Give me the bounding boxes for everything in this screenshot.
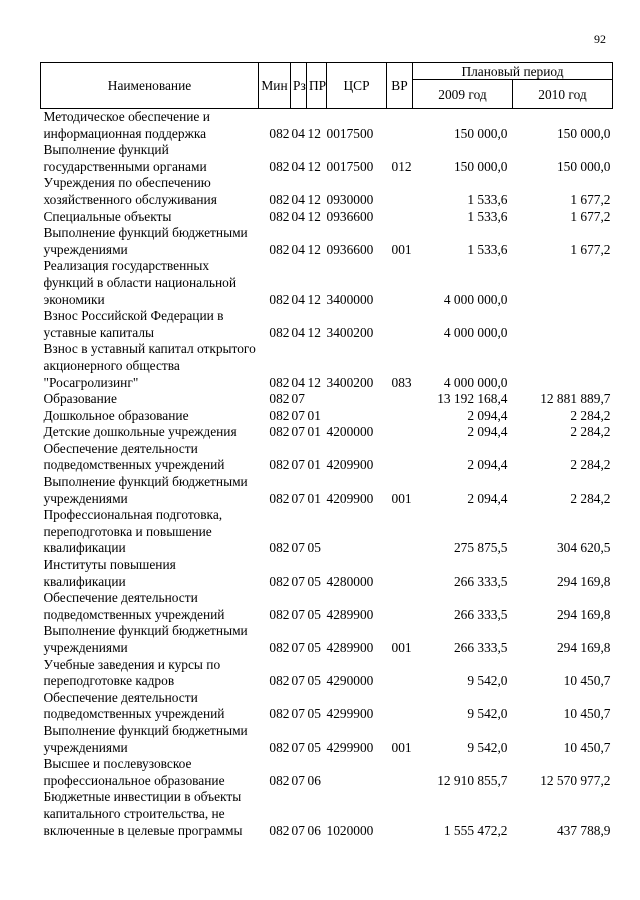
cell-pr: 01 bbox=[307, 457, 321, 473]
cell-y2009: 266 333,5 bbox=[453, 606, 508, 622]
table-row bbox=[41, 690, 613, 723]
cell-min: 082 bbox=[269, 640, 290, 655]
cell-vr: 012 bbox=[391, 158, 412, 174]
cell-y2010: 1 677,2 bbox=[570, 208, 611, 224]
cell-y2010: 294 169,8 bbox=[556, 606, 611, 622]
cell-y2010 bbox=[513, 258, 613, 308]
table-row bbox=[41, 723, 613, 756]
table-row bbox=[41, 474, 613, 507]
cell-name: Образование bbox=[43, 391, 117, 407]
cell-vr bbox=[387, 590, 413, 623]
header-plan-period: Плановый период bbox=[413, 63, 613, 80]
table-body bbox=[41, 109, 613, 840]
cell-y2010: 2 284,2 bbox=[570, 457, 611, 473]
header-name: Наименование bbox=[41, 63, 259, 109]
cell-y2010: 1 677,2 bbox=[570, 241, 611, 257]
cell-pr: 12 bbox=[307, 374, 321, 390]
cell-pr: 12 bbox=[307, 158, 321, 174]
cell-csr: 0936600 bbox=[326, 208, 374, 224]
cell-y2010: 12 881 889,7 bbox=[540, 391, 611, 407]
cell-csr: 4209900 bbox=[326, 457, 374, 473]
cell-name: Обеспечение деятельности подведомственных учреждений bbox=[43, 590, 225, 622]
cell-vr bbox=[387, 756, 413, 789]
cell-y2009: 2 094,4 bbox=[467, 407, 508, 423]
cell-name: Взнос Российской Федерации в уставные капиталы bbox=[43, 308, 224, 340]
cell-min: 082 bbox=[269, 606, 290, 622]
cell-rz: 07 bbox=[291, 706, 305, 722]
cell-csr: 4280000 bbox=[326, 573, 374, 589]
table-row bbox=[41, 408, 613, 425]
table-row bbox=[41, 789, 613, 839]
cell-min: 082 bbox=[269, 490, 290, 506]
cell-y2009: 1 533,6 bbox=[467, 208, 508, 224]
cell-pr: 05 bbox=[307, 673, 321, 689]
table-row bbox=[41, 623, 613, 656]
cell-csr: 4290000 bbox=[326, 673, 374, 689]
cell-name: Дошкольное образование bbox=[43, 407, 189, 423]
table-row bbox=[41, 557, 613, 590]
table-row bbox=[41, 391, 613, 408]
cell-y2009: 4 000 000,0 bbox=[443, 291, 508, 307]
cell-min: 082 bbox=[269, 424, 290, 440]
cell-csr: 0017500 bbox=[326, 158, 374, 174]
cell-name: Реализация государственных функций в области национальной экономики bbox=[43, 258, 237, 307]
table-row bbox=[41, 590, 613, 623]
cell-y2009: 2 094,4 bbox=[467, 490, 508, 506]
cell-y2009: 4 000 000,0 bbox=[443, 374, 508, 390]
cell-min: 082 bbox=[269, 391, 290, 407]
table-row bbox=[41, 507, 613, 557]
cell-y2010: 10 450,7 bbox=[563, 739, 611, 755]
table-row bbox=[41, 142, 613, 175]
table-row bbox=[41, 175, 613, 208]
cell-y2010 bbox=[513, 341, 613, 391]
cell-vr bbox=[387, 209, 413, 226]
cell-y2010: 10 450,7 bbox=[563, 673, 611, 689]
cell-name: Бюджетные инвестиции в объекты капитального строительства, не включенные в целевые программы bbox=[43, 789, 243, 838]
cell-pr: 05 bbox=[307, 739, 321, 755]
cell-vr bbox=[387, 507, 413, 557]
cell-name: Специальные объекты bbox=[43, 208, 172, 224]
table-row bbox=[41, 424, 613, 441]
cell-vr bbox=[387, 657, 413, 690]
table-row bbox=[41, 209, 613, 226]
cell-pr: 12 bbox=[307, 125, 321, 141]
header-csr: ЦСР bbox=[327, 63, 387, 109]
cell-csr: 3400000 bbox=[326, 291, 374, 307]
cell-pr: 05 bbox=[307, 706, 321, 722]
cell-rz: 07 bbox=[291, 640, 305, 655]
cell-y2010: 304 620,5 bbox=[556, 540, 611, 556]
cell-y2009: 1 533,6 bbox=[467, 191, 508, 207]
cell-rz: 07 bbox=[291, 407, 305, 423]
cell-vr bbox=[387, 557, 413, 590]
cell-y2009: 9 542,0 bbox=[467, 739, 508, 755]
cell-y2010: 150 000,0 bbox=[556, 125, 611, 141]
cell-min: 082 bbox=[269, 822, 290, 838]
table-row bbox=[41, 225, 613, 258]
cell-rz: 07 bbox=[291, 424, 305, 440]
cell-rz: 07 bbox=[291, 739, 305, 755]
cell-rz: 07 bbox=[291, 573, 305, 589]
cell-name: Обеспечение деятельности подведомственных учреждений bbox=[43, 689, 225, 722]
header-rz: Рз bbox=[291, 63, 307, 109]
cell-min: 082 bbox=[269, 573, 290, 589]
cell-min: 082 bbox=[269, 407, 290, 423]
cell-min: 082 bbox=[269, 374, 290, 390]
cell-csr: 4299900 bbox=[326, 739, 374, 755]
cell-csr bbox=[327, 507, 387, 557]
cell-pr: 05 bbox=[307, 640, 321, 655]
cell-pr: 06 bbox=[307, 822, 321, 838]
cell-vr: 001 bbox=[391, 640, 412, 655]
cell-min: 082 bbox=[269, 772, 290, 788]
cell-y2009: 1 533,6 bbox=[467, 241, 508, 257]
cell-vr bbox=[387, 109, 413, 143]
cell-y2009: 150 000,0 bbox=[453, 125, 508, 141]
cell-y2010: 1 677,2 bbox=[570, 191, 611, 207]
cell-vr bbox=[387, 308, 413, 341]
cell-rz: 07 bbox=[291, 673, 305, 689]
cell-name: Взнос в уставный капитал открытого акционерного общества "Росагролизинг" bbox=[43, 341, 256, 390]
cell-y2009: 266 333,5 bbox=[453, 573, 508, 589]
cell-y2009: 1 555 472,2 bbox=[443, 822, 508, 838]
cell-pr: 05 bbox=[307, 606, 321, 622]
cell-rz: 04 bbox=[291, 191, 305, 207]
table-row bbox=[41, 109, 613, 143]
cell-csr: 1020000 bbox=[326, 822, 374, 838]
cell-name: Выполнение функций бюджетными учреждениями bbox=[43, 225, 248, 257]
cell-pr: 01 bbox=[307, 407, 321, 423]
table-row bbox=[41, 341, 613, 391]
cell-y2009: 2 094,4 bbox=[467, 424, 508, 440]
cell-y2009: 12 910 855,7 bbox=[437, 772, 508, 788]
cell-min: 082 bbox=[269, 291, 290, 307]
cell-rz: 07 bbox=[291, 540, 305, 556]
header-pr: ПР bbox=[307, 63, 327, 109]
cell-min: 082 bbox=[269, 739, 290, 755]
cell-vr bbox=[387, 175, 413, 208]
cell-pr: 12 bbox=[307, 191, 321, 207]
cell-rz: 07 bbox=[291, 822, 305, 838]
cell-y2010 bbox=[513, 308, 613, 341]
cell-vr: 001 bbox=[391, 739, 412, 755]
cell-csr: 3400200 bbox=[326, 374, 374, 390]
cell-vr bbox=[387, 408, 413, 425]
cell-rz: 04 bbox=[291, 125, 305, 141]
cell-pr: 12 bbox=[307, 324, 321, 340]
cell-csr bbox=[327, 391, 387, 408]
cell-rz: 04 bbox=[291, 158, 305, 174]
cell-min: 082 bbox=[269, 241, 290, 257]
cell-csr: 0936600 bbox=[326, 241, 374, 257]
cell-y2009: 266 333,5 bbox=[453, 640, 508, 655]
header-2009: 2009 год bbox=[413, 80, 513, 109]
cell-rz: 07 bbox=[291, 606, 305, 622]
cell-pr: 01 bbox=[307, 424, 321, 440]
cell-rz: 04 bbox=[291, 291, 305, 307]
cell-name: Институты повышения квалификации bbox=[43, 557, 176, 589]
cell-csr: 4200000 bbox=[326, 424, 374, 440]
cell-csr: 4209900 bbox=[326, 490, 374, 506]
cell-pr: 06 bbox=[307, 772, 321, 788]
cell-y2010: 12 570 977,2 bbox=[540, 772, 611, 788]
table-row bbox=[41, 756, 613, 789]
cell-min: 082 bbox=[269, 706, 290, 722]
table-row bbox=[41, 308, 613, 341]
cell-min: 082 bbox=[269, 673, 290, 689]
cell-rz: 04 bbox=[291, 241, 305, 257]
cell-csr: 4299900 bbox=[326, 706, 374, 722]
cell-pr bbox=[307, 391, 327, 408]
cell-pr: 12 bbox=[307, 241, 321, 257]
cell-name: Детские дошкольные учреждения bbox=[43, 424, 237, 440]
cell-name: Методическое обеспечение и информационная поддержка bbox=[43, 109, 210, 141]
cell-name: Учебные заведения и курсы по переподготовке кадров bbox=[43, 656, 221, 689]
cell-name: Профессиональная подготовка, переподготовка и повышение квалификации bbox=[43, 507, 223, 556]
cell-y2010: 150 000,0 bbox=[556, 158, 611, 174]
cell-name: Высшее и послевузовское профессиональное образование bbox=[43, 756, 225, 788]
cell-vr bbox=[387, 391, 413, 408]
cell-vr: 083 bbox=[391, 374, 412, 390]
cell-name: Выполнение функций бюджетными учреждениями bbox=[43, 474, 248, 506]
cell-rz: 07 bbox=[291, 457, 305, 473]
cell-csr: 0930000 bbox=[326, 191, 374, 207]
table-row bbox=[41, 258, 613, 308]
cell-name: Обеспечение деятельности подведомственных учреждений bbox=[43, 440, 225, 473]
cell-y2010: 2 284,2 bbox=[570, 407, 611, 423]
cell-min: 082 bbox=[269, 158, 290, 174]
cell-min: 082 bbox=[269, 208, 290, 224]
header-vr: ВР bbox=[387, 63, 413, 109]
header-min: Мин bbox=[259, 63, 291, 109]
cell-name: Выполнение функций бюджетными учреждениями bbox=[43, 623, 248, 655]
cell-min: 082 bbox=[269, 191, 290, 207]
cell-rz: 07 bbox=[291, 772, 305, 788]
cell-rz: 04 bbox=[291, 324, 305, 340]
cell-rz: 07 bbox=[291, 391, 305, 407]
cell-csr: 3400200 bbox=[326, 324, 374, 340]
cell-y2010: 2 284,2 bbox=[570, 490, 611, 506]
cell-vr bbox=[387, 258, 413, 308]
cell-vr bbox=[387, 690, 413, 723]
cell-y2010: 10 450,7 bbox=[563, 706, 611, 722]
cell-name: Учреждения по обеспечению хозяйственного обслуживания bbox=[43, 175, 217, 207]
cell-name: Выполнение функций государственными органами bbox=[43, 142, 207, 174]
cell-y2010: 2 284,2 bbox=[570, 424, 611, 440]
table-row bbox=[41, 441, 613, 474]
cell-csr: 4289900 bbox=[326, 640, 374, 655]
cell-y2009: 275 875,5 bbox=[453, 540, 508, 556]
cell-y2009: 9 542,0 bbox=[467, 673, 508, 689]
cell-min: 082 bbox=[269, 125, 290, 141]
cell-csr bbox=[327, 756, 387, 789]
cell-y2009: 13 192 168,4 bbox=[437, 391, 508, 407]
cell-vr: 001 bbox=[391, 241, 412, 257]
cell-vr: 001 bbox=[391, 490, 412, 506]
cell-y2009: 150 000,0 bbox=[453, 158, 508, 174]
cell-rz: 04 bbox=[291, 208, 305, 224]
cell-csr bbox=[327, 408, 387, 425]
cell-rz: 04 bbox=[291, 374, 305, 390]
cell-csr: 0017500 bbox=[326, 125, 374, 141]
cell-min: 082 bbox=[269, 457, 290, 473]
cell-pr: 05 bbox=[307, 573, 321, 589]
header-2010: 2010 год bbox=[513, 80, 613, 109]
cell-y2010: 294 169,8 bbox=[556, 573, 611, 589]
cell-min: 082 bbox=[269, 324, 290, 340]
cell-vr bbox=[387, 789, 413, 839]
budget-table bbox=[40, 62, 613, 839]
cell-min: 082 bbox=[269, 540, 290, 556]
page-number: 92 bbox=[594, 32, 606, 46]
cell-y2010: 437 788,9 bbox=[556, 822, 611, 838]
cell-y2009: 4 000 000,0 bbox=[443, 324, 508, 340]
cell-name: Выполнение функций бюджетными учреждениями bbox=[43, 722, 248, 755]
cell-y2009: 2 094,4 bbox=[467, 457, 508, 473]
cell-pr: 12 bbox=[307, 208, 321, 224]
cell-vr bbox=[387, 441, 413, 474]
cell-y2009: 9 542,0 bbox=[467, 706, 508, 722]
cell-rz: 07 bbox=[291, 490, 305, 506]
cell-y2010: 294 169,8 bbox=[556, 640, 611, 655]
cell-pr: 05 bbox=[307, 540, 321, 556]
cell-pr: 01 bbox=[307, 490, 321, 506]
table-row bbox=[41, 657, 613, 690]
cell-vr bbox=[387, 424, 413, 441]
cell-pr: 12 bbox=[307, 291, 321, 307]
cell-csr: 4289900 bbox=[326, 606, 374, 622]
